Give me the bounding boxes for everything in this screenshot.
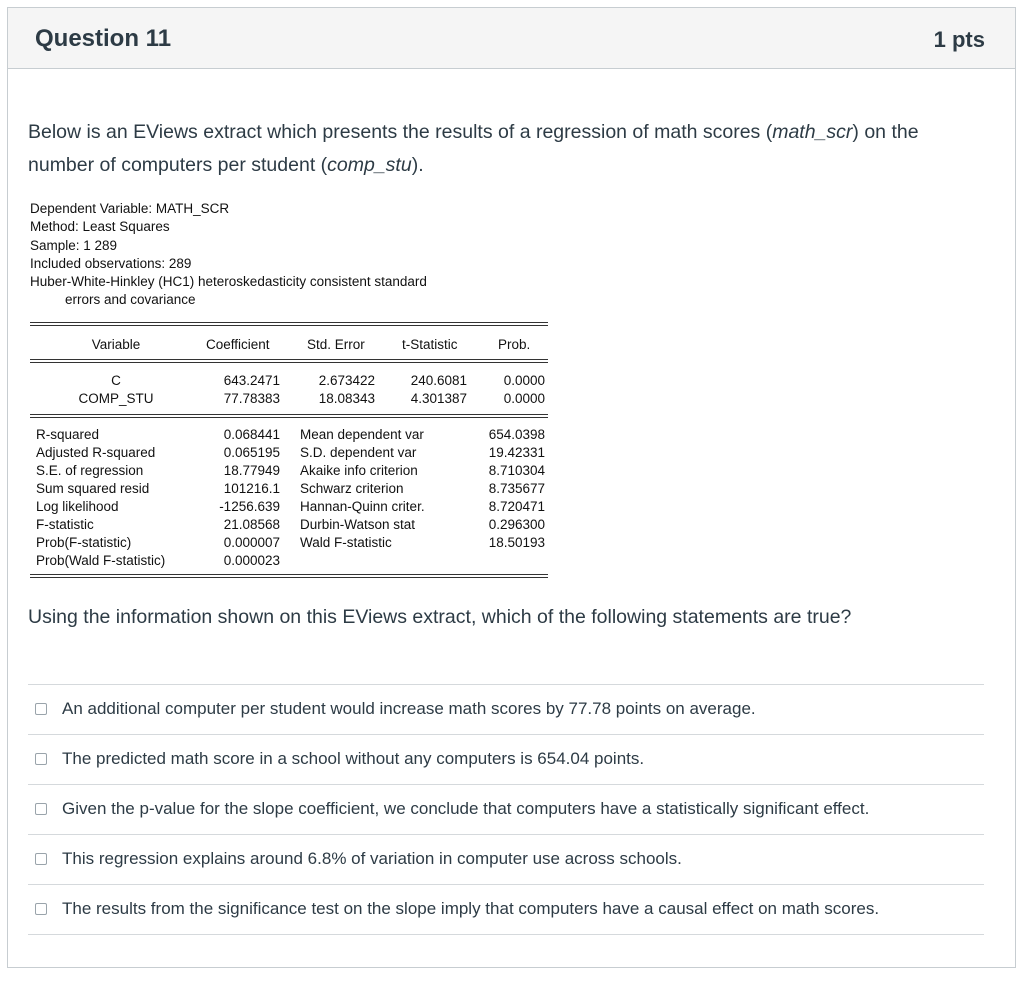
stat-label: S.D. dependent var [300, 445, 417, 460]
row-c-t-statistic: 240.6081 [410, 373, 467, 388]
stat-value: -1256.639 [219, 499, 280, 514]
row-c-variable: C [111, 373, 121, 388]
answer-list [28, 684, 984, 935]
row-comp-stu-std-error: 18.08343 [318, 391, 375, 406]
stat-value: 18.50193 [488, 535, 545, 550]
intro-var-math-scr: math_scr [772, 121, 853, 143]
answer-checkbox[interactable] [35, 853, 47, 865]
table-rule [30, 325, 548, 326]
table-rule [30, 574, 548, 575]
meta-sample: Sample: 1 289 [30, 237, 118, 253]
answer-checkbox[interactable] [35, 703, 47, 715]
col-coefficient: Coefficient [206, 337, 270, 352]
stat-value: 101216.1 [223, 481, 280, 496]
table-rule [30, 322, 548, 323]
intro-var-comp-stu: comp_stu [327, 154, 412, 176]
question-points: 1 pts [933, 27, 985, 52]
answer-option[interactable] [28, 734, 984, 784]
table-rule [30, 359, 548, 360]
intro-text-1: Below is an EViews extract which presents the results of a regression of math scores ( [28, 121, 773, 143]
answer-option[interactable] [28, 834, 984, 884]
answer-label: Given the p-value for the slope coefficient, we conclude that computers have a statistically significant effect. [62, 799, 870, 818]
answer-option[interactable] [28, 784, 984, 834]
question-title: Question 11 [35, 25, 172, 52]
stat-label: Hannan-Quinn criter. [300, 499, 425, 514]
row-c-std-error: 2.673422 [318, 373, 375, 388]
stat-label: Akaike info criterion [300, 463, 418, 478]
question-prompt: Using the information shown on this EViews extract, which of the following statements are true? [28, 606, 852, 628]
eviews-meta [30, 200, 550, 310]
stat-value: 654.0398 [488, 427, 545, 442]
answer-checkbox[interactable] [35, 803, 47, 815]
col-std-error: Std. Error [307, 337, 365, 352]
answer-label: The results from the significance test on the slope imply that computers have a causal effect on math scores. [62, 899, 880, 918]
stat-label: Log likelihood [36, 499, 119, 514]
stat-label: Sum squared resid [36, 481, 150, 496]
row-comp-stu-variable: COMP_STU [78, 391, 154, 406]
question-intro [28, 116, 978, 182]
stat-value: 0.000023 [223, 553, 280, 568]
answer-label: An additional computer per student would increase math scores by 77.78 points on average. [62, 699, 756, 718]
stat-label: Wald F-statistic [300, 535, 392, 550]
intro-text-2: ) on the number of computers per student ( [28, 121, 919, 176]
stat-value: 0.000007 [223, 535, 280, 550]
answer-checkbox[interactable] [35, 753, 47, 765]
stat-value: 8.710304 [488, 463, 545, 478]
row-comp-stu-prob: 0.0000 [503, 391, 545, 406]
row-comp-stu-coefficient: 77.78383 [223, 391, 280, 406]
stat-value: 18.77949 [223, 463, 280, 478]
answer-label: This regression explains around 6.8% of variation in computer use across schools. [62, 849, 682, 868]
meta-dependent-variable: Dependent Variable: MATH_SCR [30, 201, 230, 216]
stat-value: 0.296300 [488, 517, 545, 532]
meta-covariance-cont: errors and covariance [65, 292, 196, 308]
col-prob: Prob. [498, 337, 531, 352]
stat-label: Mean dependent var [300, 427, 424, 442]
stat-label: Durbin-Watson stat [300, 517, 416, 532]
meta-covariance: Huber-White-Hinkley (HC1) heteroskedasticity consistent standard [30, 274, 427, 290]
col-t-statistic: t-Statistic [402, 337, 458, 352]
row-c-prob: 0.0000 [503, 373, 545, 388]
table-rule [30, 577, 548, 578]
eviews-output [30, 200, 550, 568]
stat-value: 0.065195 [223, 445, 280, 460]
answer-option[interactable] [28, 684, 984, 734]
meta-observations: Included observations: 289 [30, 255, 192, 271]
question-header [8, 8, 1015, 69]
stat-value: 0.068441 [223, 427, 280, 442]
stat-label: S.E. of regression [36, 463, 144, 478]
stat-value: 8.720471 [488, 499, 545, 514]
stat-label: Adjusted R-squared [36, 445, 156, 460]
stat-value: 8.735677 [488, 481, 545, 496]
stat-label: Schwarz criterion [300, 481, 404, 496]
answer-option[interactable] [28, 884, 984, 935]
row-comp-stu-t-statistic: 4.301387 [410, 391, 467, 406]
stat-value: 19.42331 [488, 445, 545, 460]
intro-text-3: ). [411, 154, 424, 176]
answer-checkbox[interactable] [35, 903, 47, 915]
stat-label: F-statistic [36, 517, 94, 532]
table-rule [30, 362, 548, 363]
answer-label: The predicted math score in a school without any computers is 654.04 points. [62, 749, 645, 768]
table-rule [30, 417, 548, 418]
stat-label: R-squared [36, 427, 100, 442]
stat-label: Prob(Wald F-statistic) [36, 553, 166, 568]
table-rule [30, 414, 548, 415]
stat-value: 21.08568 [223, 517, 280, 532]
row-c-coefficient: 643.2471 [223, 373, 280, 388]
col-variable: Variable [91, 337, 141, 352]
meta-method: Method: Least Squares [30, 219, 170, 235]
stat-label: Prob(F-statistic) [36, 535, 132, 550]
